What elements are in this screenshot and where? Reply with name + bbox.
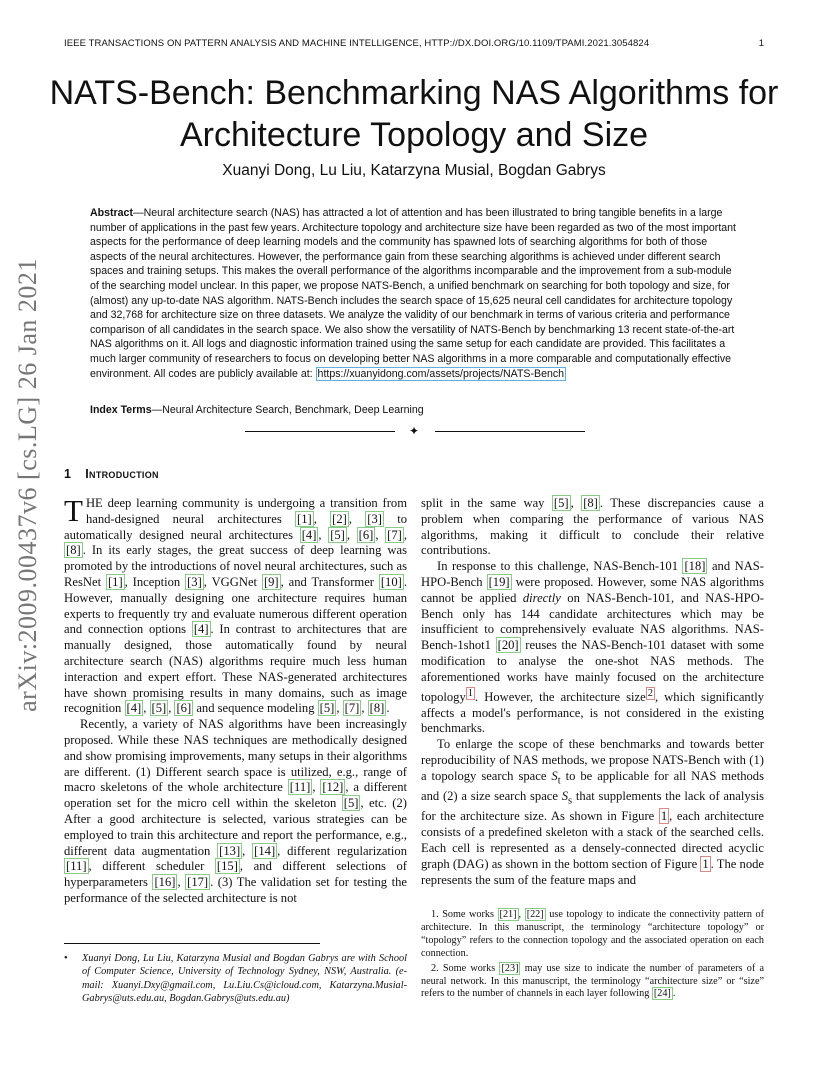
left-column — [64, 493, 408, 907]
affiliation-text: Xuanyi Dong, Lu Liu, Katarzyna Musial and Bogdan Gabrys are with School of Computer Science, University of Technology Sydney, NSW, Australia. (e-mail: Xuanyi.Dxy@gmail.com, Lu.Liu.Cs@icloud.com, Katarzyna.Musial-Gabrys@uts.edu.au, Bogdan.Gabrys@uts.edu.au) — [82, 953, 407, 1004]
intro-paragraph-3: split in the same way [5] , [8] . These discrepancies cause a problem when comparing the performance of various NAS algorithms, making it difficult to conclude their relative contributions. — [421, 496, 764, 558]
abstract-text: —Neural architecture search (NAS) has attracted a lot of attention and has been illustrated to bring tangible benefits in a large number of applications in the past few years. Architecture topology and architecture size have been regarded as two of the most important aspects for the performance of deep learning models and the community has spawned lots of searching algorithms for both of those aspects of the neural architectures. However, the performance gain from these searching algorithms is achieved under different search spaces and training setups. This makes the overall performance of the algorithms incomparable and the improvement from a sub-module of the searching model unclear. In this paper, we propose NATS-Bench, a unified benchmark on searching for both topology and size, for (almost) any up-to-date NAS algorithm. NATS-Bench includes the search space of 15,625 neural cell candidates for architecture topology and 32,768 for architecture size on three datasets. We analyze the validity of our benchmark in terms of various criteria and performance comparison of all candidates in the search space. We also show the versatility of NATS-Bench by benchmarking 13 recent state-of-the-art NAS algorithms on it. All logs and diagnostic information trained using the same setup for each candidate are provided. This facilitates a much larger community of researchers to focus on developing better NAS algorithms in a more comparable and computationally effective environment. All codes are publicly available at: — [90, 207, 736, 380]
intro-paragraph-1 — [64, 493, 408, 717]
project-link[interactable]: https://xuanyidong.com/assets/projects/NATS-Bench — [317, 367, 565, 380]
footnote-rule — [64, 943, 320, 944]
affiliation-footnote — [64, 952, 407, 1005]
arxiv-watermark — [2, 258, 54, 712]
intro-smallcaps: HE — [85, 496, 103, 510]
diamond-icon: ✦ — [409, 424, 420, 438]
index-terms — [90, 404, 740, 416]
intro-paragraph-5: To enlarge the scope of these benchmarks and towards better reproducibility of NAS methods, we propose NATS-Bench with (1) a topology search space $S_t$ to be applicable for all NAS methods and (2) a size search space $S_s$ that supplements the lack of analysis for the architecture size. As shown in Figure 1 , each architecture consists of a predefined skeleton with a stack of the searched cells. Each cell is represented as a densely-connected directed acyclic graph (DAG) as shown in the bottom section of Figure 1 . The node represents the sum of the feature maps and — [421, 737, 764, 887]
footnote-2: 2. Some works [23] may use size to indicate the number of parameters of a neural network. In this manuscript, the terminology “architecture size” or “size” refers to the number of channels in each layer following [24] . — [421, 962, 765, 1000]
bullet-icon: • — [64, 953, 68, 964]
intro-paragraph-4: In response to this challenge, NAS-Bench-101 [18] and NAS-HPO-Bench [19] were proposed. However, some NAS algorithms cannot be applied directly on NAS-Bench-101, and NAS-HPO-Bench only has 144 candidate architectures which may be insufficient to comprehensively evaluate NAS algorithms. NAS-Bench-1shot1 [20] reuses the NAS-Bench-101 dataset with some modification to analyse the one-shot NAS methods. The aforementioned works have mainly focused on the architecture topology $^1$ . However, the architecture size $^2$ , which significantly affects a model's performance, is not considered in the existing benchmarks. — [421, 559, 765, 736]
index-terms-text: —Neural Architecture Search, Benchmark, Deep Learning — [151, 404, 424, 416]
section-number: 1 — [64, 467, 72, 481]
abstract-label: Abstract — [90, 207, 133, 219]
footnote-1: 1. Some works [21] , [22] use topology to indicate the connectivity pattern of architecture. In this manuscript, the terminology “architecture topology” or “topology” refers to the connection topology and the associated operation on each connection. — [421, 909, 765, 959]
section-heading — [64, 467, 159, 481]
section-separator — [245, 424, 585, 438]
running-header: IEEE TRANSACTIONS ON PATTERN ANALYSIS AND MACHINE INTELLIGENCE, HTTP://DX.DOI.ORG/10.1109/TPAMI.2021.3054824 — [64, 38, 650, 49]
author-list: Xuanyi Dong, Lu Liu, Katarzyna Musial, Bogdan Gabrys — [222, 162, 606, 179]
page-number: 1 — [758, 38, 764, 49]
abstract — [90, 206, 740, 381]
section-title: Introduction — [85, 467, 159, 481]
intro-paragraph-2: Recently, a variety of NAS algorithms have been increasingly proposed. While these NAS techniques are methodically designed and show promising improvements, many setups in their algorithms are different. (1) Different search space is utilized, e.g., range of macro skeletons of the whole architecture [11] , [12] , a different operation set for the micro cell within the skeleton [5] , etc. (2) After a good architecture is selected, various strategies can be employed to train this architecture and report the performance, e.g., different data augmentation [13] , [14] , different regularization [11] , different scheduler [15] , and different selections of hyperparameters [16] , [17] . (3) The validation set for testing the performance of the selected architecture is not — [64, 717, 408, 905]
right-column — [421, 496, 764, 888]
arxiv-id: arXiv:2009.00437v6 [cs.LG] 26 Jan 2021 — [13, 258, 42, 712]
paper-title: NATS-Bench: Benchmarking NAS Algorithms for Architecture Topology and Size — [49, 74, 779, 154]
dropcap: T — [64, 493, 83, 528]
footnotes — [421, 909, 764, 1003]
index-terms-label: Index Terms — [90, 404, 152, 416]
intro-paragraph-1-text: deep learning community is undergoing a transition from hand-designed neural architectures [1] , [2] , [3] to automatically designed neural architectures [4] , [5] , [6] , [7] , [8] . In its early stages, the great success of deep learning was promoted by the introductions of novel neural architectures, such as ResNet [1] , Inception [3] , VGGNet [9] , and Transformer [10] . However, manually designing one architecture requires human experts to frequently try and evaluate numerous different operation and connection options [4] . In contrast to architectures that are manually designed, those automatically found by neural architecture search (NAS) algorithms require much less human interaction and expert effort. These NAS-generated architectures have shown promising results in many domains, such as image recognition [4] , [5] , [6] and sequence modeling [5] , [7] , [8] . — [64, 496, 408, 716]
